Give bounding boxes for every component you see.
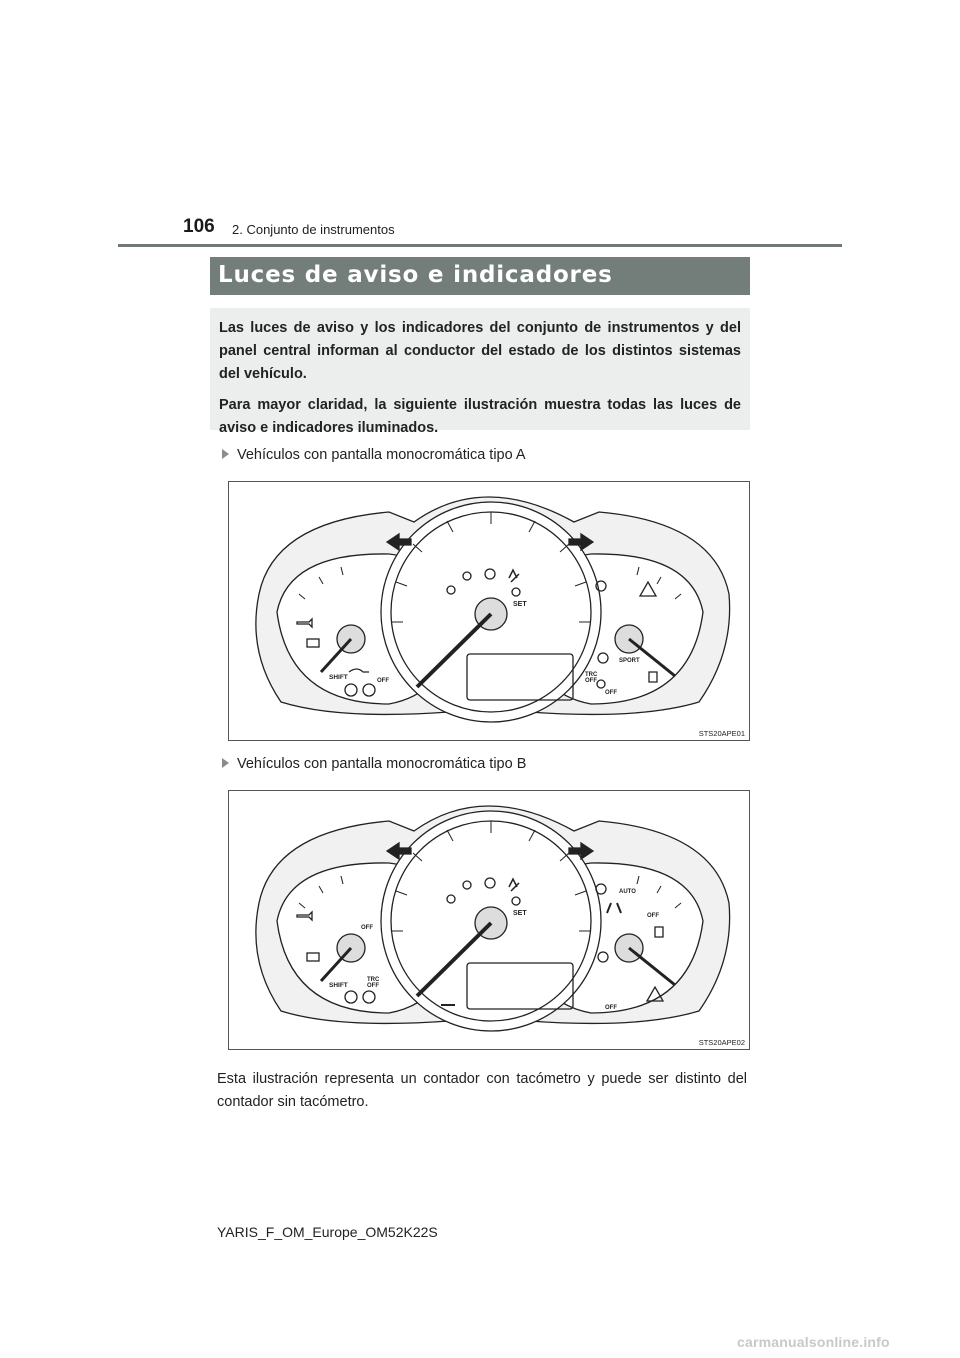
intro-box bbox=[210, 308, 750, 436]
sport-label: SPORT bbox=[619, 658, 640, 664]
off-label: OFF bbox=[377, 678, 389, 684]
bullet-triangle-icon bbox=[222, 758, 229, 768]
figure-a bbox=[228, 481, 750, 741]
closing-paragraph: Esta ilustración representa un contador con tacómetro y puede ser distinto del contador sin tacómetro. bbox=[217, 1071, 747, 1110]
esp-off-label: OFF bbox=[647, 913, 659, 919]
figure-b-id: STS20APE02 bbox=[698, 1038, 745, 1047]
trc-label: TRC bbox=[585, 672, 598, 678]
intro-paragraph-1: Las luces de aviso y los indicadores del conjunto de instrumentos y del panel central informan al conductor del estado de los distintos sistemas del vehículo. bbox=[219, 320, 741, 382]
page-heading: Luces de aviso e indicadores bbox=[218, 262, 613, 288]
off-right-label: OFF bbox=[605, 1005, 617, 1011]
trc-off-label: OFF bbox=[367, 983, 379, 989]
figure-b-caption-text: Vehículos con pantalla monocromática tipo B bbox=[237, 756, 527, 772]
figure-b-caption bbox=[222, 756, 526, 772]
shift-label: SHIFT bbox=[329, 674, 348, 681]
trc-label: TRC bbox=[367, 977, 380, 983]
figure-b bbox=[228, 790, 750, 1050]
instrument-cluster-a-illustration bbox=[229, 482, 750, 741]
figure-a-id: STS20APE01 bbox=[698, 729, 745, 738]
off-label: OFF bbox=[361, 925, 373, 931]
watermark: carmanualsonline.info bbox=[737, 1334, 890, 1350]
auto-label: AUTO bbox=[619, 889, 636, 895]
page-number: 106 bbox=[183, 216, 215, 237]
header-rule bbox=[118, 244, 842, 247]
set-label: SET bbox=[513, 910, 527, 917]
document-footer: YARIS_F_OM_Europe_OM52K22S bbox=[217, 1224, 438, 1240]
trc-off-label: OFF bbox=[585, 678, 597, 684]
bullet-triangle-icon bbox=[222, 449, 229, 459]
section-title: 2. Conjunto de instrumentos bbox=[232, 222, 395, 237]
intro-paragraph-2: Para mayor claridad, la siguiente ilustración muestra todas las luces de aviso e indicadores iluminados. bbox=[219, 397, 741, 436]
instrument-cluster-b-illustration bbox=[229, 791, 750, 1050]
figure-a-caption bbox=[222, 447, 526, 463]
shift-label: SHIFT bbox=[329, 982, 348, 989]
esp-off-label: OFF bbox=[605, 690, 617, 696]
set-label: SET bbox=[513, 601, 527, 608]
figure-a-caption-text: Vehículos con pantalla monocromática tipo A bbox=[237, 447, 526, 463]
heading-band bbox=[210, 257, 750, 295]
